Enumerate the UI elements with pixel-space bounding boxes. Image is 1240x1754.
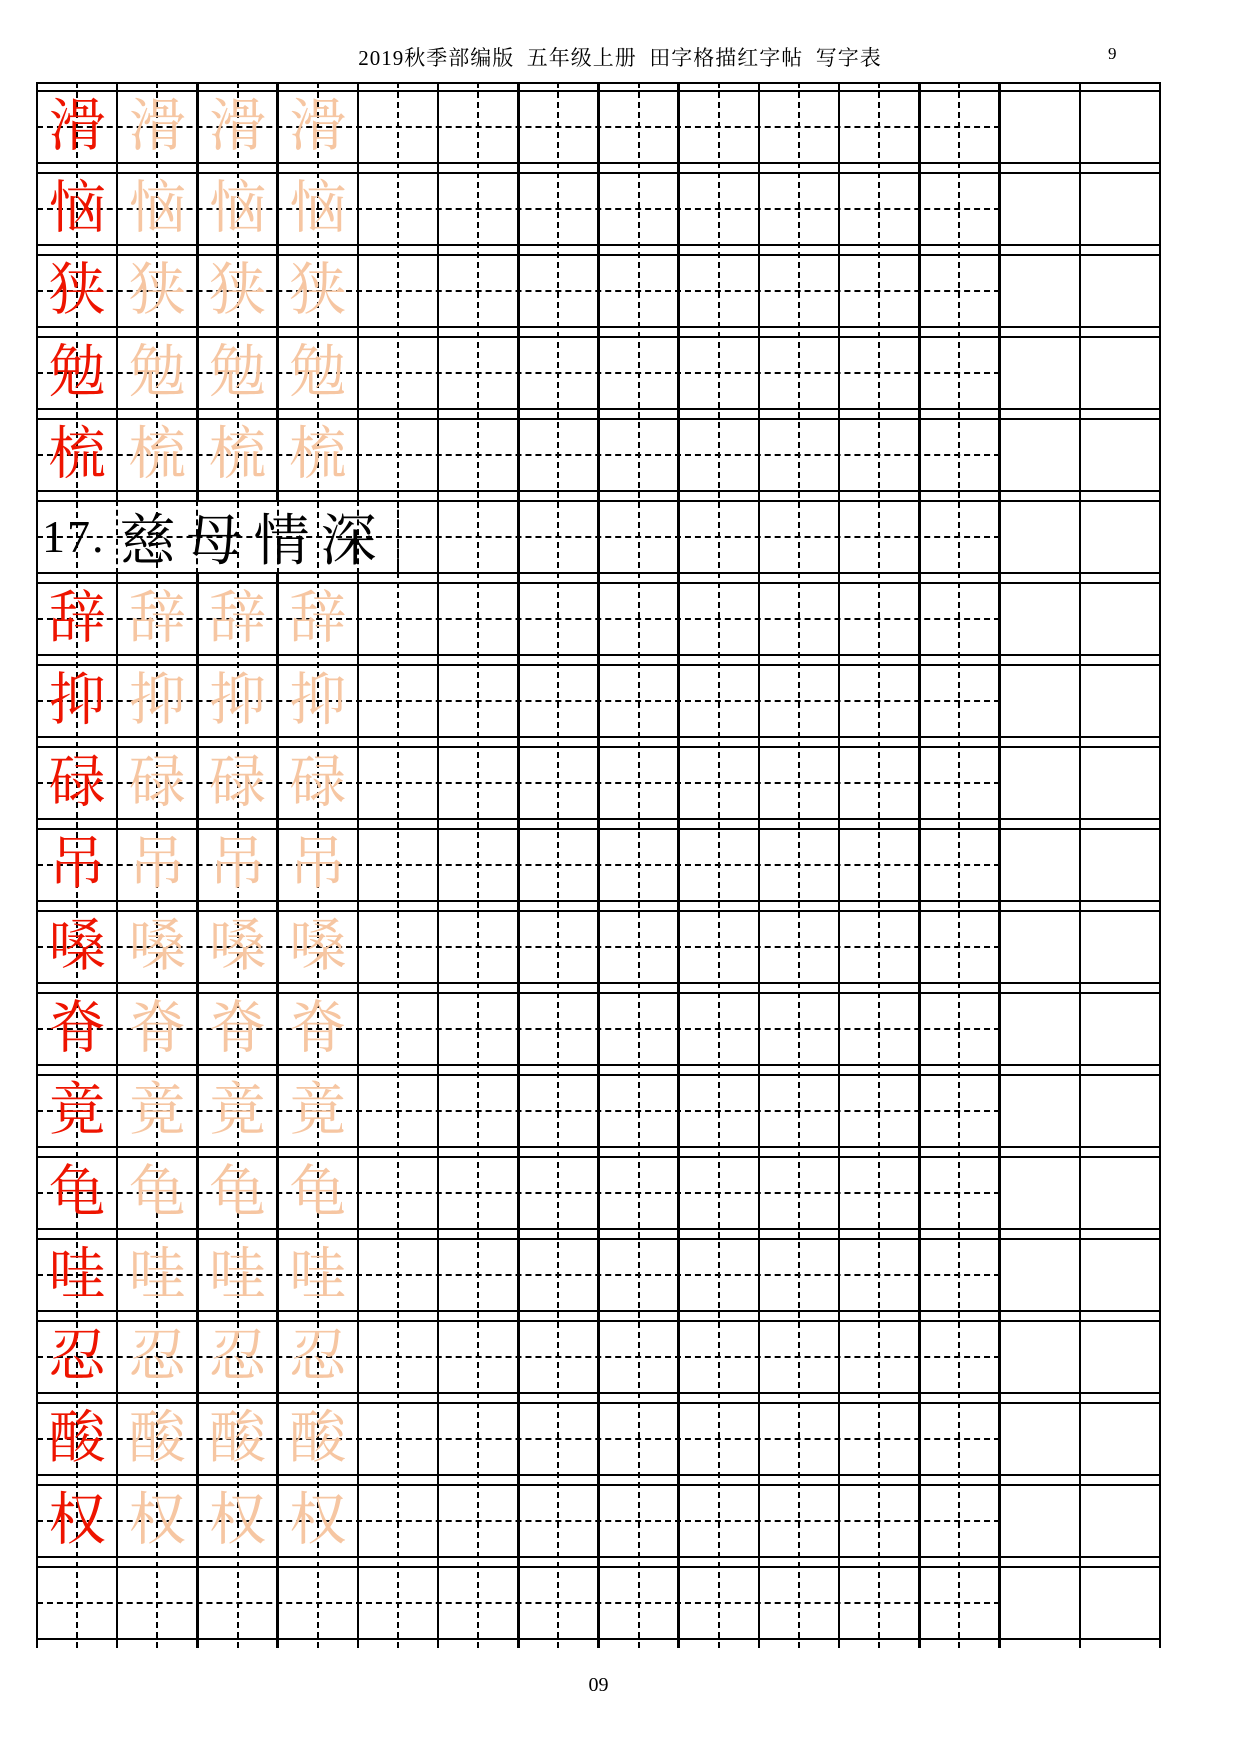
grid-row [37, 336, 1160, 410]
grid-row [37, 1156, 1160, 1230]
trace-character: 碌 [209, 751, 267, 814]
trace-character: 权 [289, 1489, 347, 1552]
trace-character: 吊 [128, 833, 186, 896]
trace-character: 吊 [209, 833, 267, 896]
trace-character: 狭 [289, 259, 347, 322]
trace-character: 权 [209, 1489, 267, 1552]
trace-character: 酸 [289, 1407, 347, 1470]
main-character: 权 [48, 1489, 106, 1552]
main-character: 狭 [48, 259, 106, 322]
trace-character: 哇 [289, 1243, 347, 1306]
main-character: 恼 [48, 177, 106, 240]
trace-character: 酸 [128, 1407, 186, 1470]
main-character: 忍 [48, 1325, 106, 1388]
trace-character: 龟 [289, 1161, 347, 1224]
trace-character: 碌 [128, 751, 186, 814]
trace-character: 脊 [128, 997, 186, 1060]
grid-row [37, 500, 1160, 574]
trace-character: 哇 [209, 1243, 267, 1306]
main-character: 龟 [48, 1161, 106, 1224]
main-character: 酸 [48, 1407, 106, 1470]
grid-row [37, 1320, 1160, 1394]
grid-row [37, 746, 1160, 820]
trace-character: 辞 [128, 587, 186, 650]
trace-character: 狭 [128, 259, 186, 322]
grid-row [37, 1238, 1160, 1312]
grid-row [37, 172, 1160, 246]
trace-character: 吊 [289, 833, 347, 896]
main-character: 竟 [48, 1079, 106, 1142]
grid-row [37, 418, 1160, 492]
main-character: 嗓 [48, 915, 106, 978]
section-title-number: 17. [42, 511, 106, 562]
trace-character: 碌 [289, 751, 347, 814]
trace-character: 梳 [289, 423, 347, 486]
trace-character: 权 [128, 1489, 186, 1552]
main-character: 哇 [48, 1243, 106, 1306]
trace-character: 抑 [289, 669, 347, 732]
main-character: 滑 [48, 95, 106, 158]
footer-page-number: 09 [588, 1674, 609, 1696]
trace-character: 辞 [289, 587, 347, 650]
grid-row [37, 910, 1160, 984]
trace-character: 竟 [209, 1079, 267, 1142]
trace-character: 竟 [289, 1079, 347, 1142]
main-character: 抑 [48, 669, 106, 732]
section-title [42, 502, 388, 571]
trace-character: 脊 [289, 997, 347, 1060]
trace-character: 滑 [209, 95, 267, 158]
header-page-number: 9 [1108, 44, 1117, 63]
trace-character: 哇 [128, 1243, 186, 1306]
trace-character: 忍 [289, 1325, 347, 1388]
trace-character: 恼 [289, 177, 347, 240]
trace-character: 竟 [128, 1079, 186, 1142]
trace-character: 辞 [209, 587, 267, 650]
main-character: 脊 [48, 997, 106, 1060]
trace-character: 脊 [209, 997, 267, 1060]
grid-row [37, 1566, 1160, 1640]
trace-character: 忍 [209, 1325, 267, 1388]
trace-character: 嗓 [128, 915, 186, 978]
trace-character: 忍 [128, 1325, 186, 1388]
trace-character: 抑 [209, 669, 267, 732]
grid-row [37, 254, 1160, 328]
trace-character: 滑 [289, 95, 347, 158]
grid-row [37, 828, 1160, 902]
grid-row [37, 1402, 1160, 1476]
section-title-text: 慈母情深 [119, 510, 388, 573]
grid-row [37, 90, 1160, 164]
trace-character: 狭 [209, 259, 267, 322]
trace-character: 梳 [128, 423, 186, 486]
trace-character: 嗓 [209, 915, 267, 978]
trace-character: 嗓 [289, 915, 347, 978]
trace-character: 恼 [128, 177, 186, 240]
trace-character: 龟 [209, 1161, 267, 1224]
trace-character: 勉 [289, 341, 347, 404]
trace-character: 抑 [128, 669, 186, 732]
main-character: 勉 [48, 341, 106, 404]
trace-character: 酸 [209, 1407, 267, 1470]
row-guide-hline [37, 1602, 1000, 1604]
practice-grid [37, 90, 1160, 1640]
grid-row [37, 1074, 1160, 1148]
page-header-title: 2019秋季部编版 五年级上册 田字格描红字帖 写字表 [358, 46, 882, 70]
trace-character: 梳 [209, 423, 267, 486]
trace-character: 勉 [128, 341, 186, 404]
trace-character: 恼 [209, 177, 267, 240]
trace-character: 勉 [209, 341, 267, 404]
trace-character: 滑 [128, 95, 186, 158]
grid-row [37, 992, 1160, 1066]
main-character: 辞 [48, 587, 106, 650]
main-character: 碌 [48, 751, 106, 814]
trace-character: 龟 [128, 1161, 186, 1224]
main-character: 吊 [48, 833, 106, 896]
grid-row [37, 1484, 1160, 1558]
main-character: 梳 [48, 423, 106, 486]
grid-row [37, 582, 1160, 656]
grid-row [37, 664, 1160, 738]
